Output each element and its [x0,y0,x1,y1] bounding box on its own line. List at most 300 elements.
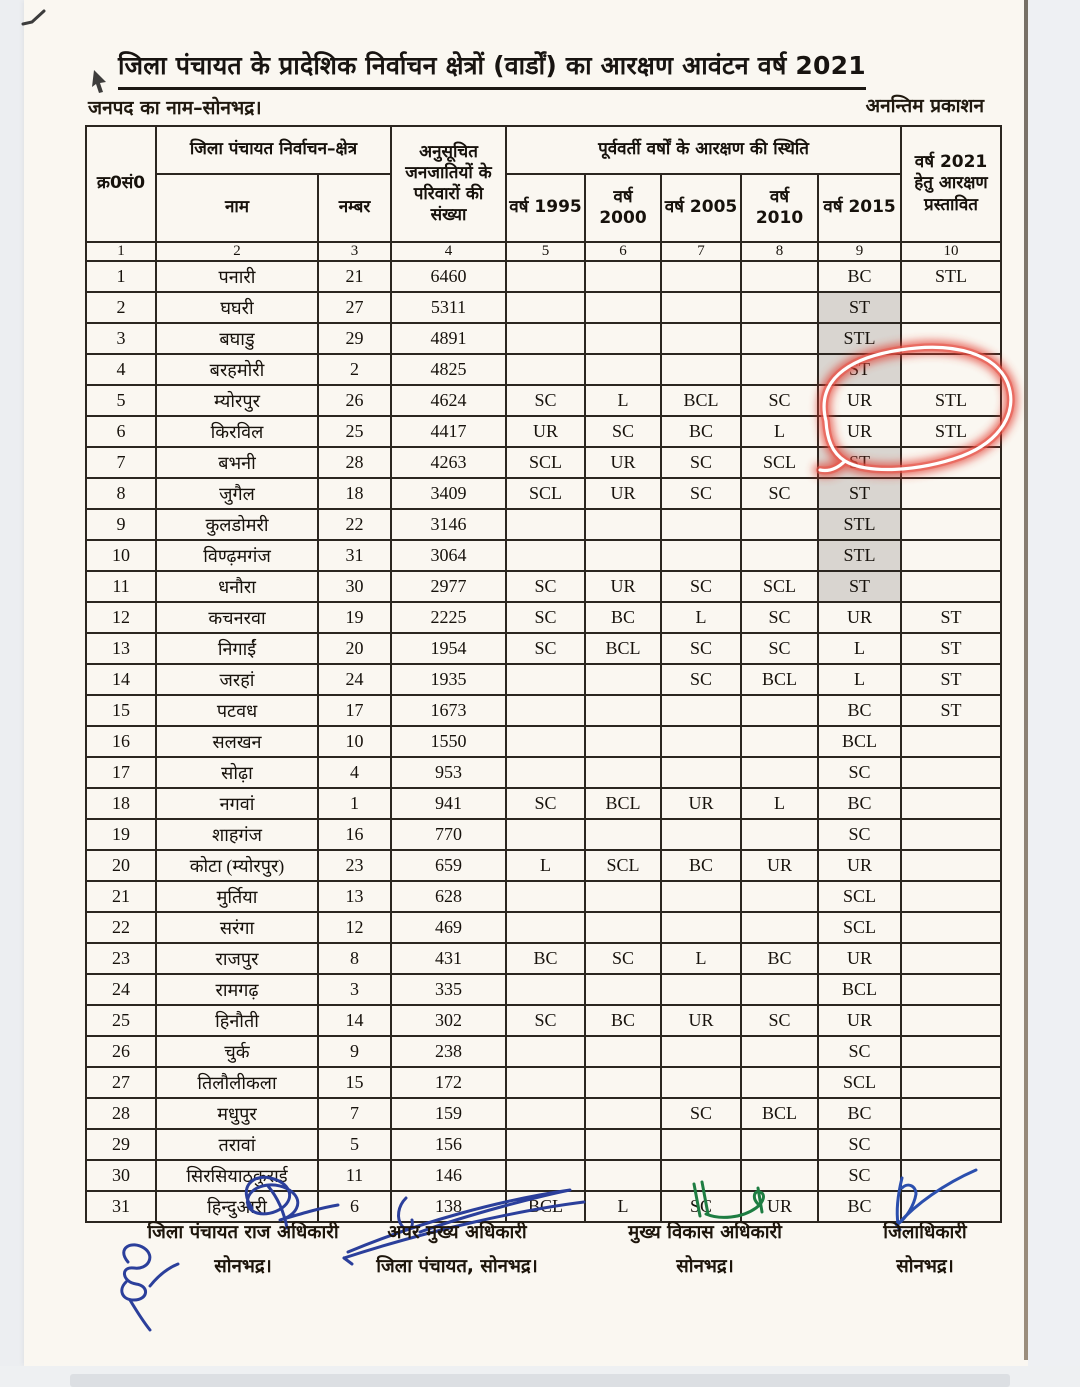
signatory-title: मुख्य विकास अधिकारी [628,1222,782,1243]
cell-y2015: STL [818,540,901,571]
table-row [86,385,1001,416]
cell-y2010 [741,695,818,726]
cell-sn: 16 [86,726,156,757]
cell-name: मुर्तिया [156,881,318,912]
cell-number: 24 [318,664,391,695]
cell-number: 25 [318,416,391,447]
cell-proposed: ST [901,695,1001,726]
table-row [86,478,1001,509]
cell-families: 1673 [391,695,506,726]
header-year-1995: वर्ष 1995 [506,174,585,242]
cell-families: 4891 [391,323,506,354]
cell-y2000 [585,1160,661,1191]
cell-proposed [901,819,1001,850]
column-number-cell: 7 [661,242,741,261]
cell-y2010 [741,261,818,292]
cell-sn: 19 [86,819,156,850]
cell-y2010: SC [741,478,818,509]
cell-proposed [901,850,1001,881]
cell-y2010: L [741,788,818,819]
column-number-cell: 10 [901,242,1001,261]
table-row [86,757,1001,788]
cell-families: 4417 [391,416,506,447]
cell-y2010 [741,1067,818,1098]
column-number-cell: 8 [741,242,818,261]
cell-sn: 7 [86,447,156,478]
cell-y1995 [506,292,585,323]
cell-y2000 [585,726,661,757]
cell-number: 26 [318,385,391,416]
cell-proposed [901,1067,1001,1098]
table-row [86,1005,1001,1036]
cell-proposed: STL [901,261,1001,292]
cell-y2005: SC [661,664,741,695]
cell-y2000 [585,881,661,912]
cell-number: 7 [318,1098,391,1129]
column-number-cell: 2 [156,242,318,261]
cell-y2005: UR [661,788,741,819]
cell-y2000 [585,292,661,323]
cell-y2000: BC [585,1005,661,1036]
cell-y1995: SC [506,633,585,664]
cell-name: बरहमोरी [156,354,318,385]
cell-name: म्योरपुर [156,385,318,416]
cell-proposed [901,509,1001,540]
header-year-2010: वर्ष 2010 [741,174,818,242]
cell-y2010: SCL [741,571,818,602]
cell-number: 2 [318,354,391,385]
cell-number: 22 [318,509,391,540]
cell-y2005 [661,1036,741,1067]
table-row [86,1067,1001,1098]
cell-families: 238 [391,1036,506,1067]
cell-sn: 14 [86,664,156,695]
cell-name: तरावां [156,1129,318,1160]
cell-y2000: SC [585,943,661,974]
cell-y2010 [741,1036,818,1067]
cell-name: किरविल [156,416,318,447]
cell-number: 6 [318,1191,391,1222]
cell-name: हिन्दुआरी [156,1191,318,1222]
cell-families: 953 [391,757,506,788]
cell-name: सरंगा [156,912,318,943]
cell-y2015: BC [818,261,901,292]
cell-y1995 [506,261,585,292]
cell-y2005 [661,881,741,912]
cell-proposed [901,447,1001,478]
cell-y2010 [741,912,818,943]
cell-number: 9 [318,1036,391,1067]
district-name-label: जनपद का नाम–सोनभद्र। [88,97,262,119]
cell-families: 2225 [391,602,506,633]
cell-families: 431 [391,943,506,974]
cell-y2005 [661,261,741,292]
table-row [86,912,1001,943]
cell-families: 5311 [391,292,506,323]
column-number-cell: 6 [585,242,661,261]
cell-sn: 5 [86,385,156,416]
cell-name: मधुपुर [156,1098,318,1129]
table-row [86,1129,1001,1160]
scan-bottom-bar [70,1374,1010,1387]
cell-y2000 [585,261,661,292]
cell-y2015: SCL [818,881,901,912]
cell-sn: 10 [86,540,156,571]
cell-proposed [901,1005,1001,1036]
cell-y2005: SC [661,1191,741,1222]
cell-y1995 [506,1098,585,1129]
signature-block-4 [830,1216,1020,1284]
cell-y2000 [585,1036,661,1067]
cell-families: 4825 [391,354,506,385]
cell-sn: 15 [86,695,156,726]
cell-y2015: ST [818,354,901,385]
cell-y2015: BC [818,695,901,726]
cell-proposed [901,881,1001,912]
signature-block-2 [352,1216,562,1284]
cell-number: 3 [318,974,391,1005]
cell-y2015: BC [818,1191,901,1222]
table-row [86,974,1001,1005]
cell-families: 4624 [391,385,506,416]
cell-y1995 [506,974,585,1005]
cell-y2015: SCL [818,1067,901,1098]
cell-families: 4263 [391,447,506,478]
cell-y2015: BC [818,788,901,819]
cell-name: धनौरा [156,571,318,602]
cell-y2010 [741,726,818,757]
header-year-2015: वर्ष 2015 [818,174,901,242]
cell-y2010 [741,757,818,788]
cell-y2010: BC [741,943,818,974]
table-row [86,1098,1001,1129]
signatory-place: सोनभद्र। [896,1256,954,1277]
cell-number: 20 [318,633,391,664]
cell-sn: 28 [86,1098,156,1129]
cell-proposed: STL [901,385,1001,416]
cell-y2010 [741,509,818,540]
header-year-2000: वर्ष 2000 [585,174,661,242]
cell-y2015: BC [818,1098,901,1129]
cell-name: शाहगंज [156,819,318,850]
cell-number: 11 [318,1160,391,1191]
table-body [86,261,1001,1222]
cell-y2015: SC [818,1129,901,1160]
cell-proposed [901,1129,1001,1160]
cell-sn: 29 [86,1129,156,1160]
cell-y2000: BCL [585,633,661,664]
cell-y2010 [741,1129,818,1160]
cell-y2015: UR [818,1005,901,1036]
cell-y2000 [585,1067,661,1098]
cell-families: 138 [391,1191,506,1222]
cell-y1995 [506,757,585,788]
table-row [86,881,1001,912]
cell-y2000 [585,974,661,1005]
cell-number: 10 [318,726,391,757]
cell-y2005: SC [661,1098,741,1129]
cell-y2015: ST [818,292,901,323]
table-row [86,354,1001,385]
cell-y2000 [585,540,661,571]
signatory-place: जिला पंचायत, सोनभद्र। [376,1256,538,1277]
column-number-cell: 4 [391,242,506,261]
cell-name: नगवां [156,788,318,819]
signatory-place: सोनभद्र। [214,1256,272,1277]
cell-sn: 11 [86,571,156,602]
cell-y2015: SC [818,819,901,850]
cell-y2015: L [818,664,901,695]
header-serial: क्र0सं0 [86,126,156,242]
cell-families: 628 [391,881,506,912]
cell-y2015: ST [818,478,901,509]
cell-y1995 [506,912,585,943]
cell-sn: 3 [86,323,156,354]
cell-y1995 [506,881,585,912]
cell-sn: 12 [86,602,156,633]
cell-y2015: ST [818,447,901,478]
table-row [86,323,1001,354]
cell-families: 159 [391,1098,506,1129]
cell-sn: 17 [86,757,156,788]
header-year-2005: वर्ष 2005 [661,174,741,242]
column-number-cell: 5 [506,242,585,261]
cell-sn: 26 [86,1036,156,1067]
cell-y2010 [741,1160,818,1191]
cell-y2000: UR [585,571,661,602]
table-row [86,633,1001,664]
cell-number: 18 [318,478,391,509]
cell-y1995 [506,354,585,385]
cell-name: चुर्क [156,1036,318,1067]
cell-number: 12 [318,912,391,943]
cell-number: 15 [318,1067,391,1098]
column-number-cell: 9 [818,242,901,261]
cell-y2005 [661,354,741,385]
scan-right-margin [1028,0,1080,1366]
cell-proposed [901,726,1001,757]
cell-proposed [901,1160,1001,1191]
cell-number: 8 [318,943,391,974]
cell-families: 2977 [391,571,506,602]
signatory-place: सोनभद्र। [676,1256,734,1277]
cell-families: 3064 [391,540,506,571]
cell-y1995: BC [506,943,585,974]
cell-y2015: UR [818,602,901,633]
cell-y2015: SC [818,757,901,788]
publication-status-label: अनन्तिम प्रकाशन [865,95,984,117]
column-number-row [86,242,1001,261]
cell-y1995: SC [506,602,585,633]
cell-proposed [901,540,1001,571]
header-previous-years-group: पूर्ववर्ती वर्षों के आरक्षण की स्थिति [506,126,901,174]
cell-proposed [901,912,1001,943]
cell-y2005 [661,819,741,850]
cell-y1995 [506,819,585,850]
table-row [86,540,1001,571]
cell-y2005: L [661,602,741,633]
cell-y2015: UR [818,416,901,447]
header-constituency-group: जिला पंचायत निर्वाचन–क्षेत्र [156,126,391,174]
cell-y2015: BCL [818,974,901,1005]
cell-sn: 4 [86,354,156,385]
cell-y2000 [585,664,661,695]
cell-number: 17 [318,695,391,726]
table-header [86,126,1001,261]
cell-sn: 9 [86,509,156,540]
cell-y1995: SC [506,385,585,416]
cell-families: 3146 [391,509,506,540]
cell-families: 469 [391,912,506,943]
cell-y2010 [741,974,818,1005]
table-row [86,695,1001,726]
cell-y2005 [661,292,741,323]
cell-y2005: SC [661,571,741,602]
cell-proposed: ST [901,602,1001,633]
cell-y2000: L [585,385,661,416]
cell-y1995 [506,695,585,726]
cell-proposed [901,788,1001,819]
table-row [86,509,1001,540]
cell-proposed [901,571,1001,602]
cell-families: 659 [391,850,506,881]
table-row [86,664,1001,695]
cell-number: 1 [318,788,391,819]
column-number-cell: 3 [318,242,391,261]
cell-y2005: SC [661,447,741,478]
cell-y2005 [661,757,741,788]
cell-y2005 [661,1129,741,1160]
cell-name: पनारी [156,261,318,292]
cell-name: बघाडु [156,323,318,354]
cell-families: 1935 [391,664,506,695]
table-row [86,943,1001,974]
cell-y2015: SC [818,1160,901,1191]
cell-y2015: SC [818,1036,901,1067]
table-row [86,571,1001,602]
cell-y2015: SCL [818,912,901,943]
cell-y2005: SC [661,633,741,664]
cell-y2010 [741,323,818,354]
cell-y2005 [661,509,741,540]
cell-number: 29 [318,323,391,354]
cell-y1995: SCL [506,478,585,509]
cell-families: 1954 [391,633,506,664]
cell-sn: 31 [86,1191,156,1222]
cell-y2000 [585,819,661,850]
cell-y2000: UR [585,478,661,509]
cell-y2010: SC [741,602,818,633]
table-row [86,602,1001,633]
cell-y1995 [506,726,585,757]
cell-y2010 [741,540,818,571]
cell-sn: 2 [86,292,156,323]
cell-number: 23 [318,850,391,881]
cell-y2000 [585,509,661,540]
cell-families: 941 [391,788,506,819]
cell-proposed: ST [901,664,1001,695]
cell-families: 172 [391,1067,506,1098]
cell-y1995: UR [506,416,585,447]
cell-proposed [901,354,1001,385]
cell-y2015: ST [818,571,901,602]
cell-sn: 1 [86,261,156,292]
table-row [86,292,1001,323]
cell-families: 770 [391,819,506,850]
cell-y2015: BCL [818,726,901,757]
cell-proposed [901,478,1001,509]
header-proposed-2021: वर्ष 2021 हेतु आरक्षण प्रस्तावित [901,126,1001,242]
cell-y1995: BCL [506,1191,585,1222]
header-name: नाम [156,174,318,242]
cell-name: रामगढ़ [156,974,318,1005]
cell-proposed [901,323,1001,354]
cell-number: 27 [318,292,391,323]
cell-name: सलखन [156,726,318,757]
cell-y2000 [585,912,661,943]
cell-y2000 [585,1098,661,1129]
cell-families: 156 [391,1129,506,1160]
cell-name: हिनौती [156,1005,318,1036]
cell-name: सोढ़ा [156,757,318,788]
cell-y1995 [506,1036,585,1067]
cell-y2010: L [741,416,818,447]
cell-y2010 [741,292,818,323]
cell-y2005 [661,1160,741,1191]
table-row [86,447,1001,478]
cell-families: 146 [391,1160,506,1191]
cell-name: कुलडोमरी [156,509,318,540]
header-st-families: अनुसूचित जनजातियों के परिवारों की संख्या [391,126,506,242]
signature-block-3 [600,1216,810,1284]
cell-y1995 [506,1067,585,1098]
cell-y2000 [585,354,661,385]
cell-y2010 [741,819,818,850]
cell-name: कोटा (म्योरपुर) [156,850,318,881]
scan-bottom-margin [0,1366,1080,1387]
cell-y2005 [661,974,741,1005]
cell-y2000: L [585,1191,661,1222]
cell-y2000: SC [585,416,661,447]
cell-name: जरहां [156,664,318,695]
cell-y2010: SCL [741,447,818,478]
cell-y2010: BCL [741,664,818,695]
cell-y2010: UR [741,1191,818,1222]
cell-number: 4 [318,757,391,788]
cell-y2015: L [818,633,901,664]
cell-name: पटवध [156,695,318,726]
table-row [86,1036,1001,1067]
cell-y2005: BC [661,850,741,881]
signatory-title: जिला पंचायत राज अधिकारी [147,1222,339,1243]
cell-name: राजपुर [156,943,318,974]
cell-y2010: UR [741,850,818,881]
cell-y2005 [661,1067,741,1098]
cell-y1995 [506,664,585,695]
cell-name: तिलौलीकला [156,1067,318,1098]
cell-y2005 [661,726,741,757]
cell-proposed [901,1098,1001,1129]
cell-name: जुगैल [156,478,318,509]
cell-y1995: SC [506,1005,585,1036]
cell-name: विण्ढ़मगंज [156,540,318,571]
cell-y1995: SCL [506,447,585,478]
cell-proposed: ST [901,633,1001,664]
cell-sn: 8 [86,478,156,509]
cell-sn: 22 [86,912,156,943]
page-title: जिला पंचायत के प्रादेशिक निर्वाचन क्षेत्रों (वार्डों) का आरक्षण आवंटन वर्ष 2021 [118,48,998,90]
reservation-table [85,125,1002,1223]
